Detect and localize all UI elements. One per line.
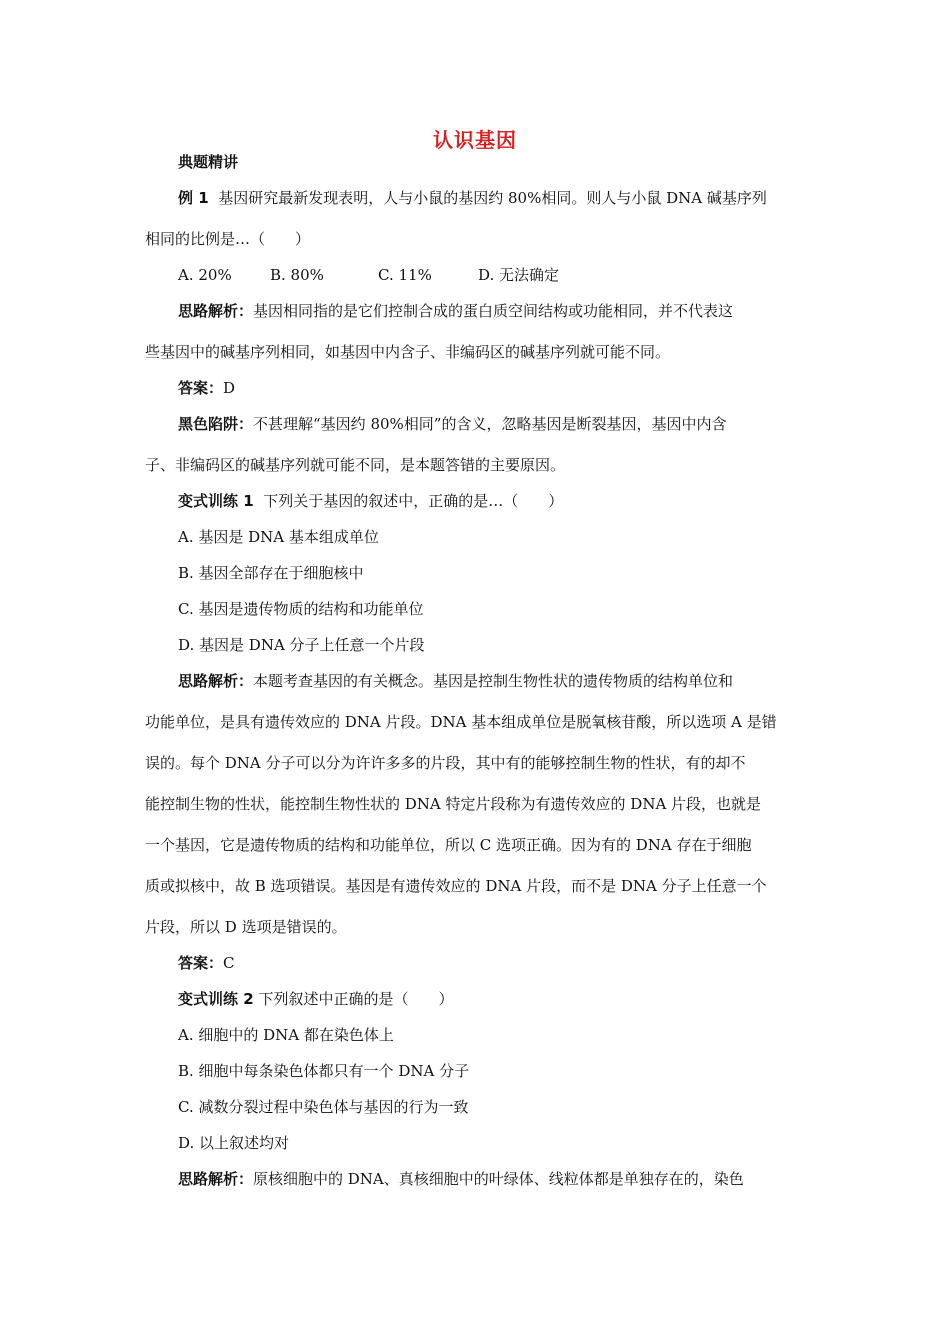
variant2-analysis: [178, 1169, 744, 1189]
example1-option-b: B. 80%: [270, 266, 324, 284]
variant2-analysis-label: 思路解析：: [178, 1170, 254, 1188]
example1-question-line2: 相同的比例是…（ ）: [145, 230, 311, 248]
example1-analysis: [178, 301, 733, 321]
example1-trap-line2: 子、非编码区的碱基序列就可能不同，是本题答错的主要原因。: [145, 456, 566, 474]
variant2-option-b: B. 细胞中每条染色体都只有一个 DNA 分子: [178, 1062, 470, 1080]
example1-label: 例 1: [178, 189, 209, 207]
example1-trap-line1: 不甚理解“基因约 80%相同”的含义，忽略基因是断裂基因，基因中内含: [253, 415, 727, 433]
variant2-label: 变式训练 2: [178, 990, 254, 1008]
example1-analysis-label: 思路解析：: [178, 302, 254, 320]
variant1-option-d: D. 基因是 DNA 分子上任意一个片段: [178, 636, 425, 654]
variant1-analysis-line: 片段，所以 D 选项是错误的。: [145, 918, 347, 936]
variant1-question-text: 下列关于基因的叙述中，正确的是…（ ）: [263, 492, 564, 510]
example1-question-line1: 基因研究最新发现表明，人与小鼠的基因约 80%相同。则人与小鼠 DNA 碱基序列: [218, 189, 767, 207]
variant1-option-b: B. 基因全部存在于细胞核中: [178, 564, 364, 582]
section-heading: 典题精讲: [178, 153, 239, 171]
example1-trap-label: 黑色陷阱：: [178, 415, 254, 433]
example1-answer: [178, 378, 235, 398]
variant1-analysis-line: 能控制生物的性状，能控制生物性状的 DNA 特定片段称为有遗传效应的 DNA 片段，也就是: [145, 795, 762, 813]
variant1-analysis-line: 一个基因，它是遗传物质的结构和功能单位，所以 C 选项正确。因为有的 DNA 存在于细胞: [145, 836, 752, 854]
variant1-analysis-line: 误的。每个 DNA 分子可以分为许许多多的片段，其中有的能够控制生物的性状，有的却不: [145, 754, 746, 772]
variant1-analysis-line: 质或拟核中，故 B 选项错误。基因是有遗传效应的 DNA 片段，而不是 DNA 分子上任意一个: [145, 877, 767, 895]
variant1-analysis-line: 功能单位，是具有遗传效应的 DNA 片段。DNA 基本组成单位是脱氧核苷酸，所以选项 A 是错: [145, 713, 777, 731]
example1-option-c: C. 11%: [378, 266, 432, 284]
variant1-analysis: [178, 671, 733, 691]
variant2-question-text: 下列叙述中正确的是（ ）: [258, 990, 454, 1008]
variant1-question: [178, 491, 563, 511]
example1-option-a: A. 20%: [178, 266, 232, 284]
variant1-answer: [178, 953, 235, 973]
example1-answer-value: D: [223, 379, 236, 397]
example1-analysis-line2: 些基因中的碱基序列相同，如基因中内含子、非编码区的碱基序列就可能不同。: [145, 343, 671, 361]
variant2-option-d: D. 以上叙述均对: [178, 1134, 290, 1152]
example1-trap: [178, 414, 726, 434]
variant1-analysis-first: 本题考查基因的有关概念。基因是控制生物性状的遗传物质的结构单位和: [253, 672, 734, 690]
example1-analysis-line1: 基因相同指的是它们控制合成的蛋白质空间结构或功能相同，并不代表这: [253, 302, 734, 320]
example1-question: [178, 188, 767, 208]
example1-answer-label: 答案：: [178, 379, 224, 397]
variant1-analysis-label: 思路解析：: [178, 672, 254, 690]
variant1-answer-label: 答案：: [178, 954, 224, 972]
variant2-option-a: A. 细胞中的 DNA 都在染色体上: [178, 1026, 394, 1044]
variant2-option-c: C. 减数分裂过程中染色体与基因的行为一致: [178, 1098, 469, 1116]
variant1-answer-value: C: [223, 954, 235, 972]
variant2-analysis-first: 原核细胞中的 DNA、真核细胞中的叶绿体、线粒体都是单独存在的，染色: [253, 1170, 744, 1188]
example1-option-d: D. 无法确定: [478, 266, 560, 284]
variant1-label: 变式训练 1: [178, 492, 254, 510]
variant2-question: [178, 989, 453, 1009]
document-title: 认识基因: [433, 128, 517, 152]
variant1-option-a: A. 基因是 DNA 基本组成单位: [178, 528, 379, 546]
variant1-option-c: C. 基因是遗传物质的结构和功能单位: [178, 600, 424, 618]
